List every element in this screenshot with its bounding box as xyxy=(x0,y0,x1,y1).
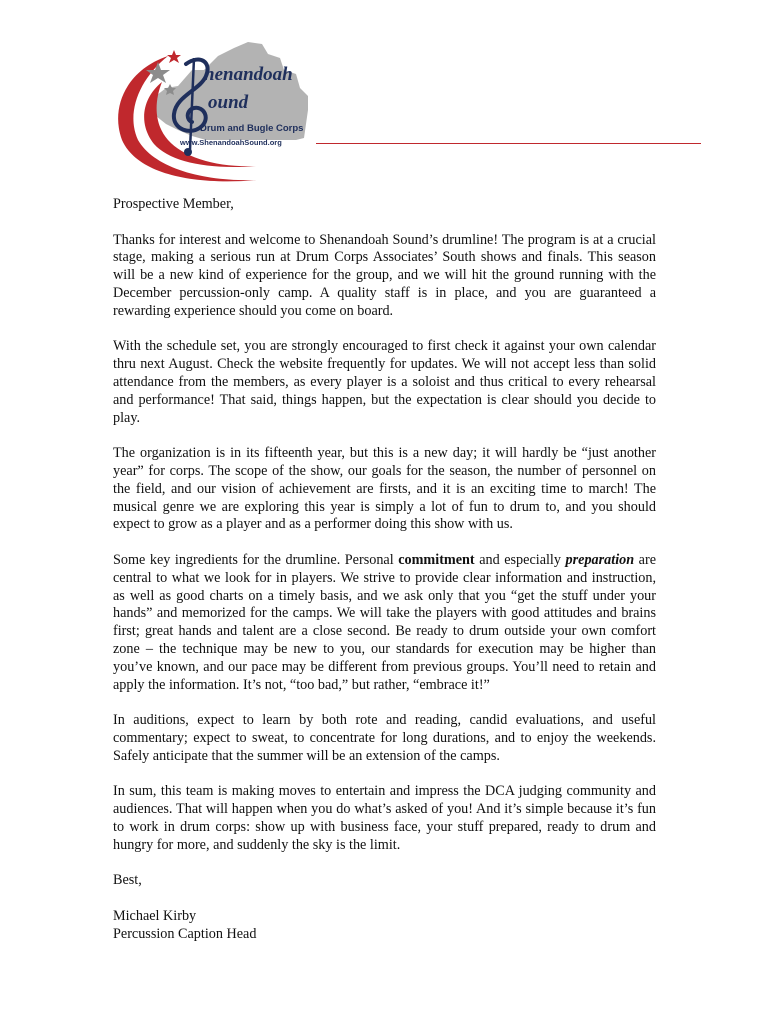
salutation: Prospective Member, xyxy=(113,196,234,212)
p4-text-1: Some key ingredients for the drumline. Personal xyxy=(113,551,399,568)
logo-name-line1: henandoah xyxy=(204,64,293,85)
shenandoah-sound-logo xyxy=(108,40,323,188)
paragraph-1: Thanks for interest and welcome to Shenandoah Sound’s drumline! The program is at a crucial stage, making a serious run at Drum Corps Associates’ South shows and finals. This season will be a new kind of experience for the group, and we will hit the ground running with the December percussion-only camp. A quality staff is in place, and you are guaranteed a rewarding experience should you come on board. xyxy=(113,231,656,319)
clef-dot xyxy=(184,148,192,156)
paragraph-5: In auditions, expect to learn by both rote and reading, candid evaluations, and useful commentary; expect to sweat, to concentrate for long durations, and to enjoy the weekends. Safely anticipate that the summer will be an extension of the camps. xyxy=(113,712,656,764)
signer-title: Percussion Caption Head xyxy=(113,925,257,942)
paragraph-3: The organization is in its fifteenth year, but this is a new day; it will hardly be “just another year” for corps. The scope of the show, our goals for the season, the number of personnel on the field, and our vision of achievement are firsts, and it is an exciting time to march! The musical genre we are exploring this year is simply a lot of fun to drum to, and you should expect to grow as a player and as a performer doing this show with us. xyxy=(113,445,656,533)
logo-name-line2: ound xyxy=(208,92,249,113)
letter-body xyxy=(113,196,656,943)
header-divider xyxy=(316,143,701,144)
paragraph-2: With the schedule set, you are strongly encouraged to first check it against your own calendar thru next August. Check the website frequently for updates. We will not accept less than solid attendance from the members, as every player is a soloist and thus critical to every rehearsal and performance! That said, things happen, but the expectation is clear should you decide to play. xyxy=(113,338,656,426)
paragraph-4 xyxy=(113,552,656,694)
signer-name: Michael Kirby xyxy=(113,907,197,924)
logo-url: www.ShenandoahSound.org xyxy=(180,138,282,147)
p4-text-2: and especially xyxy=(474,551,566,568)
star-icon xyxy=(167,50,181,63)
p4-text-3: are central to what we look for in players. We strive to provide clear information and instruction, as well as good charts on a timely basis, and we ask only that you “get the stuff under your hands” and memorized for the camps. We will take the players with good attitudes and brains first; great hands and talent are a close second. Be ready to drum outside your own comfort zone – the technique may be new to you, our standards for execution may be higher than you’ve known, and our pace may be different from previous groups. You’ll need to retain and apply the information. It’s not, “too bad,” but rather, “embrace it!” xyxy=(113,551,656,693)
p4-bold-commitment: commitment xyxy=(398,551,475,568)
logo-subtitle: Drum and Bugle Corps xyxy=(200,123,304,134)
closing: Best, xyxy=(113,872,142,889)
paragraph-6: In sum, this team is making moves to entertain and impress the DCA judging community and audiences. That will happen when you do what’s asked of you! And it’s simple because it’s fun to work in drum corps: show up with business face, your stuff prepared, ready to drum and hungry for more, and suddenly the sky is the limit. xyxy=(113,783,656,853)
p4-bold-italic-preparation: preparation xyxy=(565,551,635,568)
